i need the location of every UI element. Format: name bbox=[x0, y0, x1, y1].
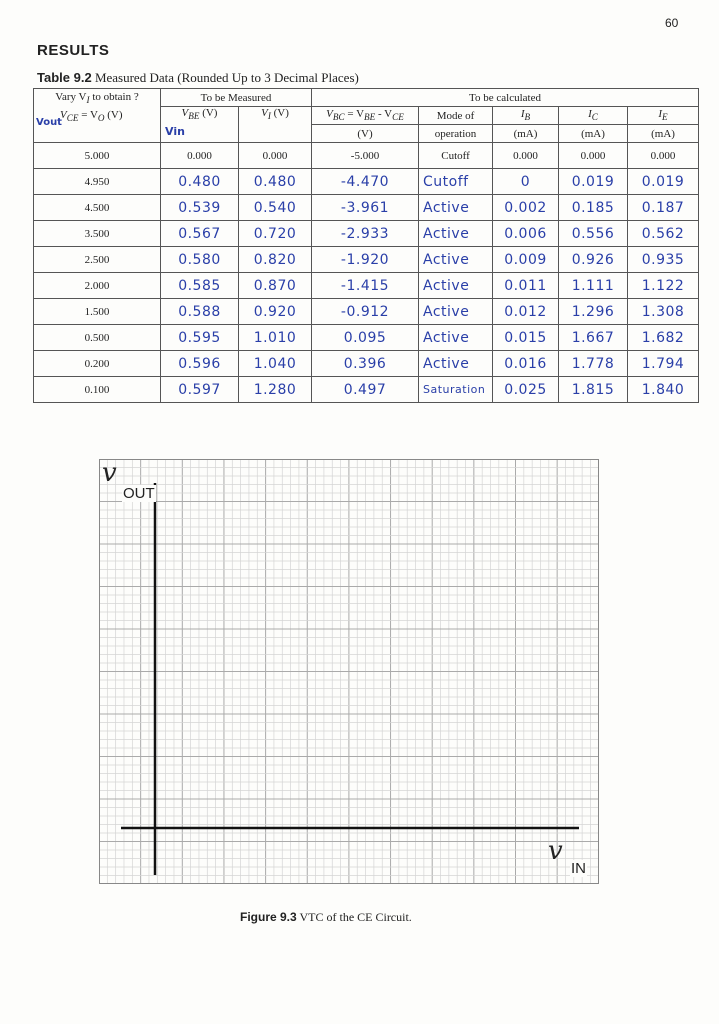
ib-unit: (mA) bbox=[493, 125, 559, 143]
cell-vce: 0.200 bbox=[34, 351, 161, 377]
cell-mode: Active bbox=[419, 247, 493, 273]
cell-ic: 1.667 bbox=[559, 325, 628, 351]
cell-vbe: 0.567 bbox=[161, 221, 239, 247]
measured-data-table bbox=[33, 88, 699, 403]
cell-vce: 2.000 bbox=[34, 273, 161, 299]
cell-ic: 0.926 bbox=[559, 247, 628, 273]
table-row bbox=[34, 195, 699, 221]
cell-vbc: -1.415 bbox=[312, 273, 419, 299]
table-row bbox=[34, 143, 699, 169]
cell-vi: 1.010 bbox=[239, 325, 312, 351]
table-row bbox=[34, 377, 699, 403]
ie-unit: (mA) bbox=[628, 125, 699, 143]
section-title: RESULTS bbox=[37, 42, 110, 59]
cell-vi: 0.720 bbox=[239, 221, 312, 247]
ie-header: $I_E$ bbox=[628, 107, 699, 125]
cell-ib: 0.025 bbox=[493, 377, 559, 403]
vtc-graph-grid bbox=[99, 459, 599, 884]
cell-vce: 5.000 bbox=[34, 143, 161, 169]
table-row bbox=[34, 299, 699, 325]
ic-header: $I_C$ bbox=[559, 107, 628, 125]
cell-mode: Active bbox=[419, 221, 493, 247]
cell-vce: 1.500 bbox=[34, 299, 161, 325]
cell-ib: 0.009 bbox=[493, 247, 559, 273]
cell-vce: 0.100 bbox=[34, 377, 161, 403]
cell-ic: 0.019 bbox=[559, 169, 628, 195]
cell-vbc: -5.000 bbox=[312, 143, 419, 169]
cell-ic: 0.556 bbox=[559, 221, 628, 247]
vout-handwritten: Vout bbox=[36, 116, 62, 128]
vbc-unit: (V) bbox=[312, 125, 419, 143]
calculated-header: To be calculated bbox=[312, 89, 699, 107]
cell-mode: Active bbox=[419, 273, 493, 299]
cell-mode: Active bbox=[419, 351, 493, 377]
cell-mode: Active bbox=[419, 299, 493, 325]
mode-header-line2: operation bbox=[419, 125, 493, 143]
page-number: 60 bbox=[665, 16, 679, 30]
figure-label: Figure 9.3 bbox=[240, 910, 297, 924]
vary-header: Vary $V_I$ to obtain ? bbox=[34, 89, 161, 107]
table-row bbox=[34, 169, 699, 195]
cell-ie: 1.840 bbox=[628, 377, 699, 403]
cell-ie: 0.935 bbox=[628, 247, 699, 273]
cell-vbe: 0.580 bbox=[161, 247, 239, 273]
cell-vbc: 0.396 bbox=[312, 351, 419, 377]
cell-ic: 0.185 bbox=[559, 195, 628, 221]
cell-ic: 1.296 bbox=[559, 299, 628, 325]
cell-vi: 0.920 bbox=[239, 299, 312, 325]
cell-ic: 1.111 bbox=[559, 273, 628, 299]
y-axis-label: v bbox=[102, 458, 117, 488]
ic-unit: (mA) bbox=[559, 125, 628, 143]
cell-ib: 0.016 bbox=[493, 351, 559, 377]
cell-ie: 1.122 bbox=[628, 273, 699, 299]
cell-vbe: 0.595 bbox=[161, 325, 239, 351]
cell-vbc: -1.920 bbox=[312, 247, 419, 273]
cell-ib: 0.002 bbox=[493, 195, 559, 221]
cell-ie: 1.682 bbox=[628, 325, 699, 351]
vbe-header: $V_{BE}$ (V) Vin bbox=[161, 107, 239, 143]
vbc-header: $V_{BC} = V_{BE} - V_{CE}$ bbox=[312, 107, 419, 125]
cell-mode: Saturation bbox=[419, 377, 493, 403]
cell-ib: 0.000 bbox=[493, 143, 559, 169]
cell-ie: 0.000 bbox=[628, 143, 699, 169]
cell-vce: 2.500 bbox=[34, 247, 161, 273]
cell-mode: Active bbox=[419, 195, 493, 221]
cell-vi: 1.040 bbox=[239, 351, 312, 377]
mode-header-line1: Mode of bbox=[419, 107, 493, 125]
y-axis-subscript: OUT bbox=[123, 485, 155, 502]
cell-vbc: 0.095 bbox=[312, 325, 419, 351]
table-label: Table 9.2 bbox=[37, 70, 92, 85]
cell-vbe: 0.588 bbox=[161, 299, 239, 325]
cell-vbc: -0.912 bbox=[312, 299, 419, 325]
cell-ib: 0.011 bbox=[493, 273, 559, 299]
cell-mode: Cutoff bbox=[419, 143, 493, 169]
cell-vbc: -4.470 bbox=[312, 169, 419, 195]
cell-ic: 1.778 bbox=[559, 351, 628, 377]
table-caption-text: Measured Data (Rounded Up to 3 Decimal Places) bbox=[94, 70, 359, 85]
cell-vi: 0.540 bbox=[239, 195, 312, 221]
cell-vce: 0.500 bbox=[34, 325, 161, 351]
table-row bbox=[34, 247, 699, 273]
cell-ib: 0.006 bbox=[493, 221, 559, 247]
table-row bbox=[34, 273, 699, 299]
measured-header: To be Measured bbox=[161, 89, 312, 107]
cell-vi: 0.000 bbox=[239, 143, 312, 169]
cell-ib: 0.015 bbox=[493, 325, 559, 351]
table-row bbox=[34, 325, 699, 351]
cell-vbc: 0.497 bbox=[312, 377, 419, 403]
x-axis-subscript: IN bbox=[571, 860, 586, 877]
cell-ib: 0.012 bbox=[493, 299, 559, 325]
cell-ic: 1.815 bbox=[559, 377, 628, 403]
cell-ie: 1.794 bbox=[628, 351, 699, 377]
figure-caption bbox=[240, 910, 412, 925]
vi-header: $V_I$ (V) bbox=[239, 107, 312, 143]
cell-ie: 0.187 bbox=[628, 195, 699, 221]
cell-vbe: 0.596 bbox=[161, 351, 239, 377]
ib-header: $I_B$ bbox=[493, 107, 559, 125]
cell-vi: 0.820 bbox=[239, 247, 312, 273]
vin-handwritten: Vin bbox=[165, 125, 185, 138]
cell-vi: 1.280 bbox=[239, 377, 312, 403]
cell-vbc: -2.933 bbox=[312, 221, 419, 247]
x-axis-label: v bbox=[548, 836, 563, 866]
cell-vbe: 0.597 bbox=[161, 377, 239, 403]
figure-caption-text: VTC of the CE Circuit. bbox=[299, 910, 412, 924]
cell-vce: 3.500 bbox=[34, 221, 161, 247]
cell-vi: 0.870 bbox=[239, 273, 312, 299]
cell-vi: 0.480 bbox=[239, 169, 312, 195]
cell-mode: Cutoff bbox=[419, 169, 493, 195]
cell-ib: 0 bbox=[493, 169, 559, 195]
cell-vbc: -3.961 bbox=[312, 195, 419, 221]
vce-header: Vout $V_{CE} = V_O$ (V) bbox=[34, 107, 161, 143]
cell-vbe: 0.480 bbox=[161, 169, 239, 195]
cell-vbe: 0.539 bbox=[161, 195, 239, 221]
cell-vce: 4.500 bbox=[34, 195, 161, 221]
table-row bbox=[34, 221, 699, 247]
cell-vce: 4.950 bbox=[34, 169, 161, 195]
cell-vbe: 0.000 bbox=[161, 143, 239, 169]
cell-mode: Active bbox=[419, 325, 493, 351]
table-caption bbox=[37, 70, 359, 86]
cell-ie: 0.562 bbox=[628, 221, 699, 247]
cell-ie: 0.019 bbox=[628, 169, 699, 195]
cell-vbe: 0.585 bbox=[161, 273, 239, 299]
cell-ie: 1.308 bbox=[628, 299, 699, 325]
cell-ic: 0.000 bbox=[559, 143, 628, 169]
table-row bbox=[34, 351, 699, 377]
